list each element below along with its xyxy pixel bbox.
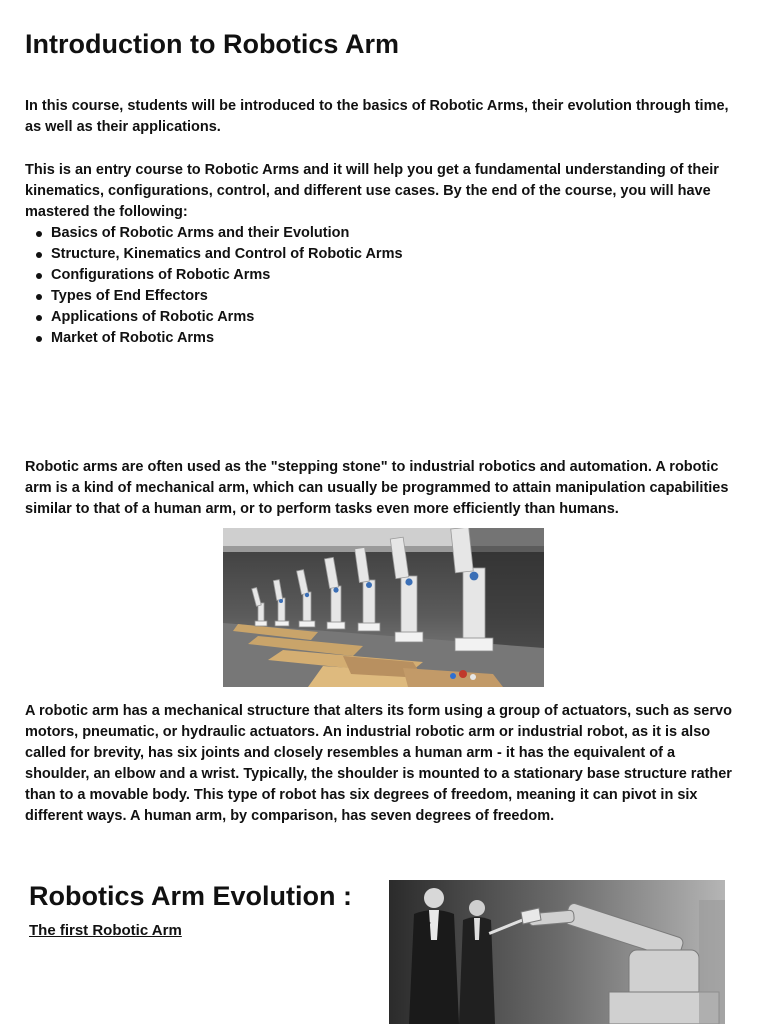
list-item: Market of Robotic Arms: [25, 328, 403, 349]
list-item: Applications of Robotic Arms: [25, 307, 403, 328]
list-item: Structure, Kinematics and Control of Robotic Arms: [25, 244, 403, 265]
robotic-arms-lab-photo: [223, 528, 544, 687]
page-title: Introduction to Robotics Arm: [25, 29, 399, 59]
list-item: Basics of Robotic Arms and their Evolution: [25, 223, 403, 244]
first-robotic-arm-photo: [389, 880, 725, 1024]
overview-paragraph: This is an entry course to Robotic Arms and it will help you get a fundamental understanding of their kinematics, configurations, control, and different use cases. By the end of the course, you will have mastered the following:: [25, 162, 719, 220]
intro-paragraph: In this course, students will be introduced to the basics of Robotic Arms, their evolution through time, as well as their applications.: [25, 98, 729, 135]
first-robotic-arm-link[interactable]: The first Robotic Arm: [29, 922, 182, 939]
structure-paragraph: A robotic arm has a mechanical structure that alters its form using a group of actuators, such as servo motors, pneumatic, or hydraulic actuators. An industrial robotic arm or industrial robot, as it is also called for brevity, has six joints and closely resembles a human arm - it has the equivalent of a shoulder, an elbow and a wrist. Typically, the shoulder is mounted to a stationary base structure rather than to a movable body. This type of robot has six degrees of freedom, meaning it can pivot in six different ways. A human arm, by comparison, has seven degrees of freedom.: [25, 703, 732, 824]
list-item: Types of End Effectors: [25, 286, 403, 307]
stepping-stone-paragraph: Robotic arms are often used as the "stepping stone" to industrial robotics and automation. A robotic arm is a kind of mechanical arm, which can usually be programmed to attain manipulation capabilities similar to that of a human arm, or to perform tasks even more efficiently than humans.: [25, 459, 729, 517]
evolution-heading: Robotics Arm Evolution :: [29, 881, 352, 911]
list-item: Configurations of Robotic Arms: [25, 265, 403, 286]
topics-list: [25, 223, 403, 349]
